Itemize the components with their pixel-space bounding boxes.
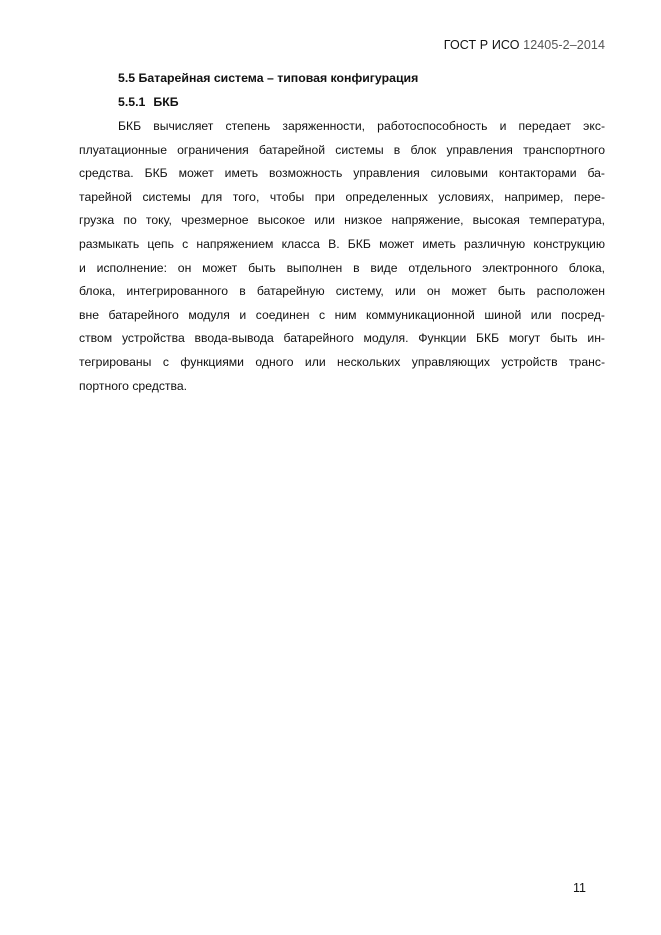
paragraph-line: средства. БКБ может иметь возможность управления силовыми контакторами ба- [79, 166, 605, 181]
paragraph-line: грузка по току, чрезмерное высокое или низкое напряжение, высокая температура, [79, 213, 605, 228]
page-number: 11 [573, 881, 586, 895]
body-paragraph [79, 115, 605, 398]
paragraph-line: тегрированы с функциями одного или нескольких управляющих устройств транс- [79, 354, 605, 369]
paragraph-line: ством устройства ввода-вывода батарейного модуля. Функции БКБ могут быть ин- [79, 331, 605, 346]
page-header [444, 38, 605, 52]
paragraph-line: блока, интегрированного в батарейную систему, или он может быть расположен [79, 284, 605, 299]
section-title: 5.5 Батарейная система – типовая конфигурация [118, 71, 419, 85]
paragraph-line: вне батарейного модуля и соединен с ним коммуникационной шиной или посред- [79, 307, 605, 322]
paragraph-line: тарейной системы для того, чтобы при определенных условиях, например, пере- [79, 189, 605, 204]
paragraph-line: портного средства. [79, 378, 187, 393]
paragraph-line: БКБ вычисляет степень заряженности, работоспособность и передает экс- [118, 119, 605, 133]
standard-number: 12405-2–2014 [523, 38, 605, 52]
paragraph-line: размыкать цепь с напряжением класса В. БКБ может иметь различную конструкцию [79, 236, 605, 251]
subsection-heading [118, 95, 179, 109]
standard-prefix: ГОСТ Р ИСО [443, 38, 520, 52]
subsection-title: БКБ [153, 95, 179, 109]
subsection-number: 5.5.1 [118, 95, 146, 109]
paragraph-line: и исполнение: он может быть выполнен в виде отдельного электронного блока, [79, 260, 605, 275]
paragraph-line: плуатационные ограничения батарейной системы в блок управления транспортного [79, 142, 605, 157]
